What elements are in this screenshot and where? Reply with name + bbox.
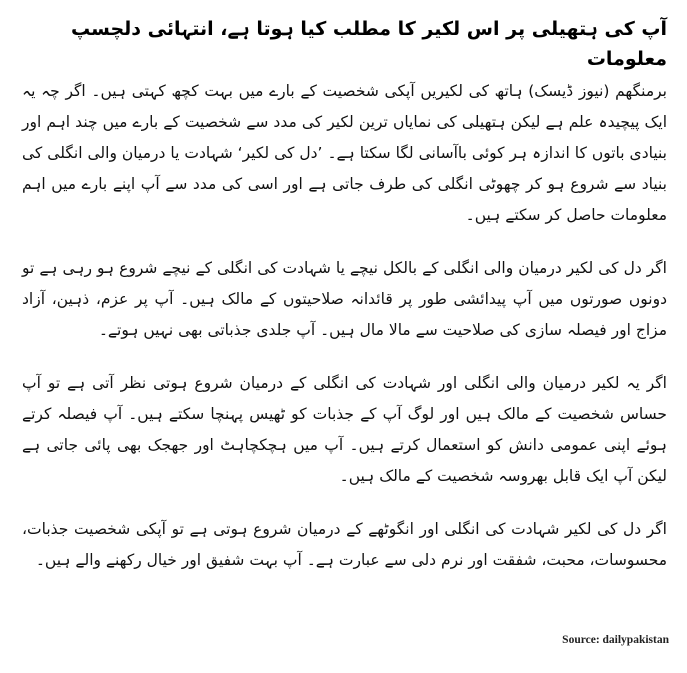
article-paragraph: اگر دل کی لکیر شہادت کی انگلی اور انگوٹھے کے درمیان شروع ہوتی ہے تو آپکی شخصیت جذبات، محسوسات، محبت، شفقت اور نرم دلی سے عبارت ہے۔ آپ بہت شفیق اور خیال رکھنے والے ہیں۔ xyxy=(22,520,667,569)
article-paragraph: برمنگھم (نیوز ڈیسک) ہاتھ کی لکیریں آپکی شخصیت کے بارے میں بہت کچھ کہتی ہیں۔ اگر چہ یہ ایک پیچیدہ علم ہے لیکن ہتھیلی کی نمایاں ترین لکیر کی مدد سے شخصیت کے بارے میں چند اہم اور بنیادی باتوں کا اندازہ ہر کوئی باآسانی لگا سکتا ہے۔ ’دل کی لکیر‘ شہادت یا درمیان والی انگلی کی بنیاد سے شروع ہو کر چھوٹی انگلی کی طرف جاتی ہے اور اسی کی مدد سے آپ اپنے بارے میں اہم معلومات حاصل کر سکتے ہیں۔ xyxy=(22,82,667,224)
article-paragraph: اگر دل کی لکیر درمیان والی انگلی کے بالکل نیچے یا شہادت کی انگلی کے نیچے شروع ہو رہی ہے تو دونوں صورتوں میں آپ پیدائشی طور پر قائدانہ صلاحیتوں کے مالک ہیں۔ آپ پر عزم، ذہین، آزاد مزاج اور فیصلہ سازی کی صلاحیت سے مالا مال ہیں۔ آپ جلدی جذباتی بھی نہیں ہوتے۔ xyxy=(22,259,667,339)
article-title: آپ کی ہتھیلی پر اس لکیر کا مطلب کیا ہوتا ہے، انتہائی دلچسپ معلومات xyxy=(71,18,667,70)
source-credit: Source: dailypakistan xyxy=(562,634,669,646)
article-paragraph: اگر یہ لکیر درمیان والی انگلی اور شہادت کی انگلی کے درمیان شروع ہوتی نظر آتی ہے تو آپ حساس شخصیت کے مالک ہیں اور لوگ آپ کے جذبات کو ٹھیس پہنچا سکتے ہیں۔ آپ فیصلہ کرتے ہوئے اپنی عمومی دانش کو استعمال کرتے ہیں۔ آپ میں ہچکچاہٹ اور جھجک بھی پائی جاتی ہے لیکن آپ ایک قابل بھروسہ شخصیت کے مالک ہیں۔ xyxy=(22,374,667,485)
